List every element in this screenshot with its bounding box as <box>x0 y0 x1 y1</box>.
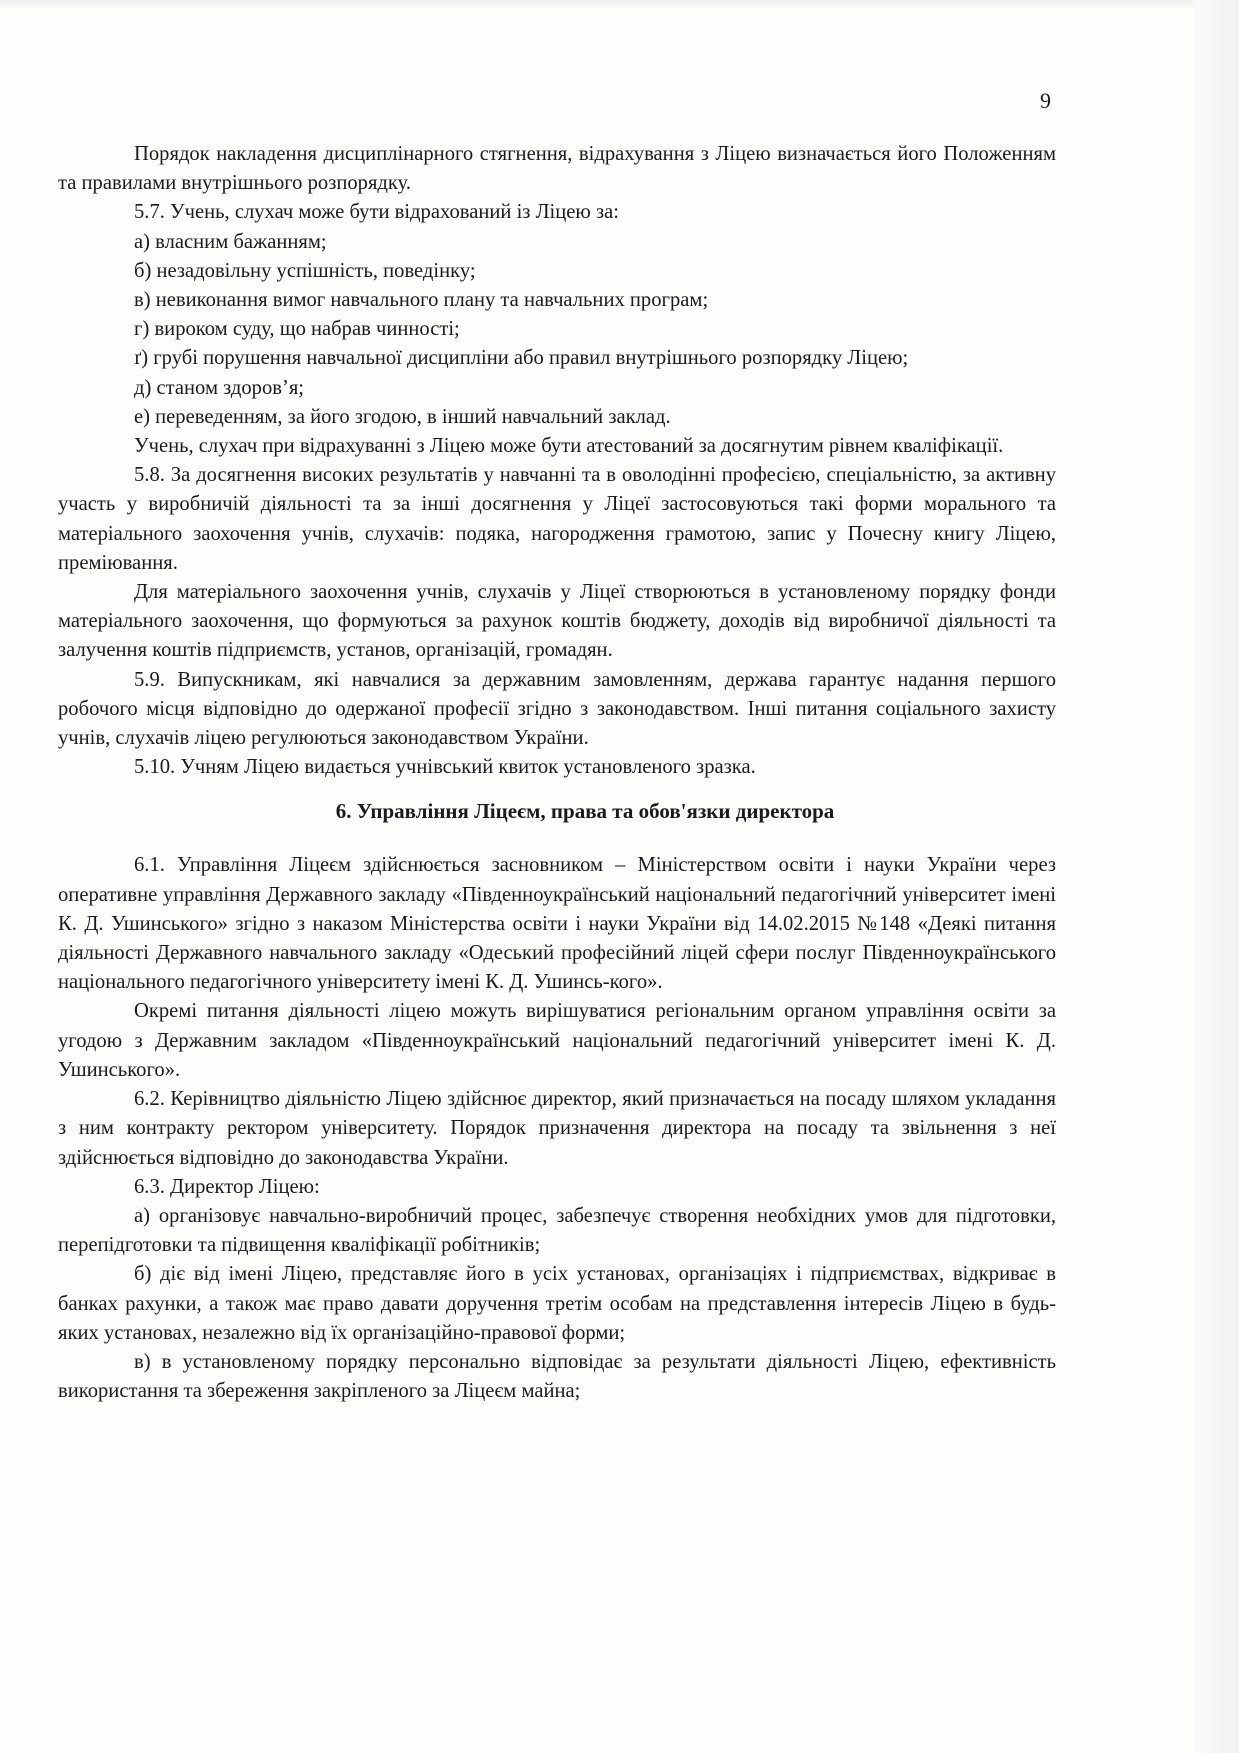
paragraph: 6.3. Директор Ліцею: <box>134 1175 320 1198</box>
document-body <box>58 140 1056 1406</box>
list-item: в) в установленому порядку персонально відповідає за результати діяльності Ліцею, ефективність використання та збереження закріпленого за Ліцеєм майна; <box>58 1350 1056 1403</box>
paragraph: Для матеріального заохочення учнів, слухачів у Ліцеї створюються в установленому порядку фонди матеріального заохочення, що формуються за рахунок коштів бюджету, доходів від виробничої діяльності та залучення коштів підприємств, установ, організацій, громадян. <box>58 581 1056 662</box>
paragraph: 6.2. Керівництво діяльністю Ліцею здійснює директор, який призначається на посаду шляхом укладання з ним контракту ректором університету. Порядок призначення директора на посаду та звільнення з неї здійснюється відповідно до законодавства України. <box>58 1088 1056 1169</box>
list-item: е) переведенням, за його згодою, в інший навчальний заклад. <box>134 405 671 428</box>
paragraph: 5.7. Учень, слухач може бути відрахований із Ліцею за: <box>134 201 619 224</box>
list-item: в) невиконання вимог навчального плану та навчальних програм; <box>134 289 709 312</box>
list-item: а) власним бажанням; <box>134 230 327 253</box>
scan-edge-right <box>1193 0 1239 1753</box>
paragraph: Порядок накладення дисциплінарного стягнення, відрахування з Ліцею визначається його Положенням та правилами внутрішнього розпорядку. <box>58 143 1056 195</box>
scan-edge-top <box>0 0 1239 10</box>
list-item: б) діє від імені Ліцею, представляє його в усіх установах, організаціях і підприємствах, відкриває в банках рахунки, а також має право давати доручення третім особам на представлення інтересів Ліцею в будь-яких установах, незалежно від їх організаційно-правової форми; <box>58 1263 1056 1344</box>
paragraph: Окремі питання діяльності ліцею можуть вирішуватися регіональним органом управління освіти за угодою з Державним закладом «Південноукраїнський національний педагогічний університет імені К. Д. Ушинського». <box>58 1000 1056 1081</box>
list-item: ґ) грубі порушення навчальної дисципліни або правил внутрішнього розпорядку Ліцею; <box>134 347 909 370</box>
list-item: г) вироком суду, що набрав чинності; <box>134 318 460 341</box>
list-item: а) організовує навчально-виробничий процес, забезпечує створення необхідних умов для підготовки, перепідготовки та підвищення кваліфікації робітників; <box>58 1204 1056 1257</box>
page-number: 9 <box>1040 88 1051 113</box>
list-item: б) незадовільну успішність, поведінку; <box>134 259 476 282</box>
section-heading: 6. Управління Ліцеєм, права та обов'язки директора <box>335 799 835 824</box>
paragraph: 6.1. Управління Ліцеєм здійснюється засновником – Міністерством освіти і науки України через оперативне управління Державного закладу «Південноукраїнський національний педагогічний університет імені К. Д. Ушинського» згідно з наказом Міністерства освіти і науки України від 14.02.2015 №148 «Деякі питання діяльності Державного навчального закладу «Одеський професійний ліцей сфери послуг Південноукраїнського національного педагогічного університету імені К. Д. Ушинсь-кого». <box>58 854 1056 994</box>
paragraph: 5.8. За досягнення високих результатів у навчанні та в оволодінні професією, спеціальністю, за активну участь у виробничій діяльності та за інші досягнення у Ліцеї застосовуються такі форми морального та матеріального заохочення учнів, слухачів: подяка, нагородження грамотою, запис у Почесну книгу Ліцею, преміювання. <box>58 464 1056 574</box>
paragraph: 5.9. Випускникам, які навчалися за державним замовленням, держава гарантує надання першого робочого місця відповідно до одержаної професії згідно з законодавством. Інші питання соціального захисту учнів, слухачів ліцею регулюються законодавством України. <box>58 668 1056 750</box>
paragraph: Учень, слухач при відрахуванні з Ліцею може бути атестований за досягнутим рівнем кваліфікації. <box>134 435 1004 458</box>
list-item: д) станом здоров’я; <box>134 376 305 399</box>
paragraph: 5.10. Учням Ліцею видається учнівський квиток установленого зразка. <box>134 756 756 779</box>
